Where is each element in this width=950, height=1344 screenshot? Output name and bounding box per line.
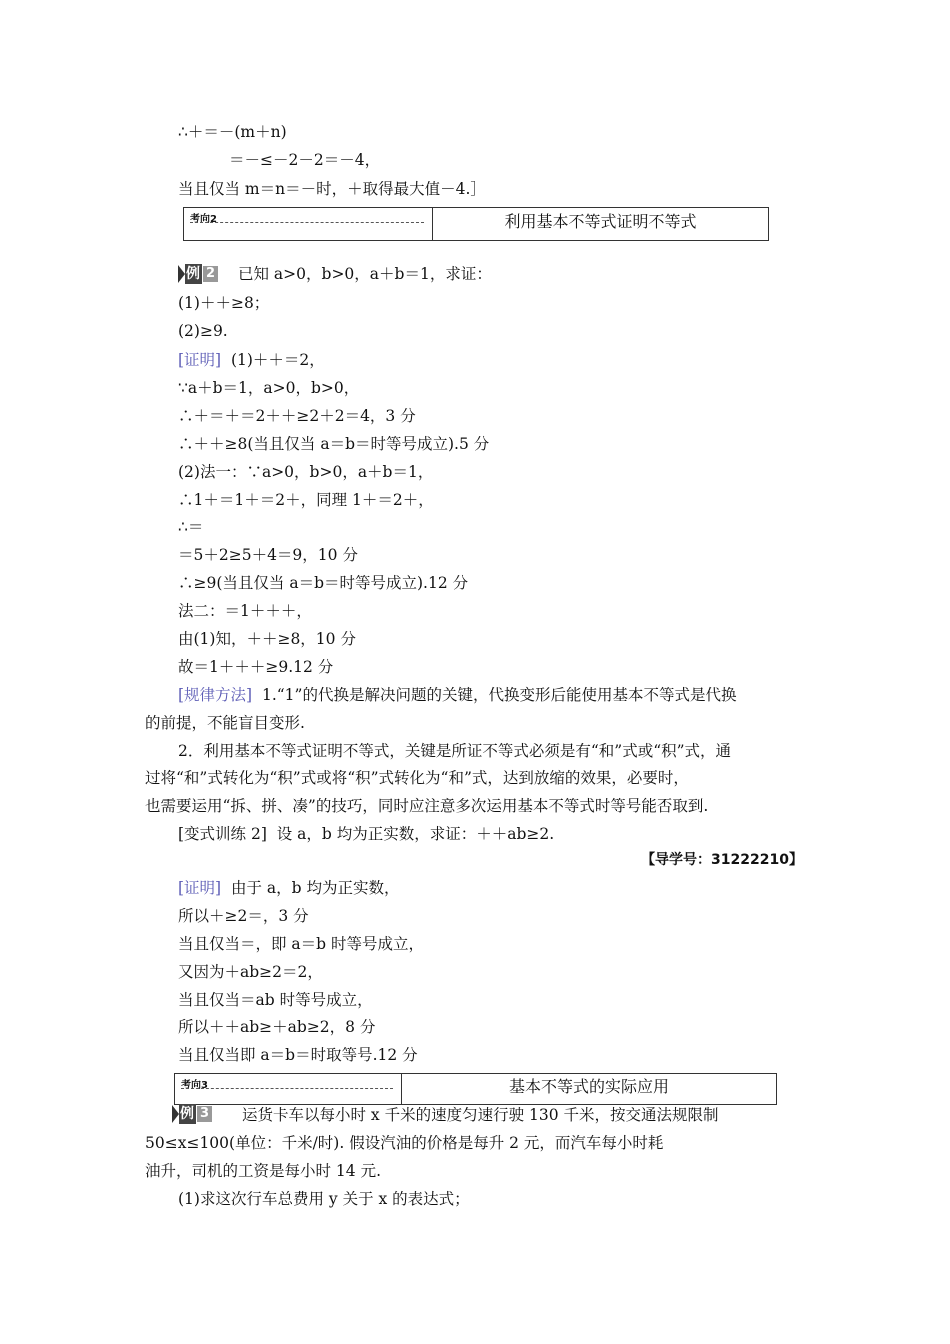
example-statement: 运货卡车以每小时 x 千米的速度匀速行驶 130 千米，按交通法规限制: [242, 1106, 719, 1124]
example-statement: 油升，司机的工资是每小时 14 元.: [145, 1162, 382, 1180]
example-number: 2: [203, 266, 218, 282]
problem-part: (1)＋＋≥8；: [178, 294, 270, 312]
method-line: 的前提，不能盲目变形.: [145, 714, 305, 732]
section-box-2: [183, 207, 769, 241]
section-title: 基本不等式的实际应用: [508, 1077, 669, 1096]
proof-text: 由于 a，b 均为正实数，: [230, 879, 400, 897]
section-label-text: 考向3: [181, 1080, 208, 1091]
example-label: 例: [186, 266, 200, 282]
proof-line: 故＝1＋＋＋≥9.12 分: [178, 658, 334, 676]
proof-line: ∵a＋b＝1，a>0，b>0，: [178, 379, 360, 397]
method-tag: [规律方法]: [178, 686, 253, 704]
proof-line: 法二：＝1＋＋＋，: [178, 602, 312, 620]
variant-exercise: [178, 823, 554, 845]
proof-tag: [证明]: [178, 879, 222, 897]
example-number: 3: [197, 1106, 212, 1122]
proof-tag: [证明]: [178, 351, 222, 369]
proof-line: 当且仅当即 a＝b＝时取等号.12 分: [178, 1046, 418, 1064]
example-label: 例: [180, 1106, 194, 1122]
proof-line: ∴＋＝＋＝2＋＋≥2＋2＝4，3 分: [178, 407, 416, 425]
guide-number: 【导学号：31222210】: [641, 852, 803, 868]
method-line: 2．利用基本不等式证明不等式，关键是所证不等式必须是有“和”式或“积”式，通: [178, 742, 732, 760]
proof-line: 当且仅当＝ab 时等号成立，: [178, 991, 373, 1009]
section-label: [184, 208, 433, 240]
variant-tag: [变式训练 2]: [178, 825, 267, 843]
method-line: 过将“和”式转化为“积”式或将“积”式转化为“和”式，达到放缩的效果，必要时，: [145, 769, 689, 787]
derivation-line: ∴＋＝－(m＋n): [178, 123, 287, 141]
example-statement: 50≤x≤100(单位：千米/时). 假设汽油的价格是每升 2 元，而汽车每小时耗: [145, 1134, 664, 1152]
proof-line: 又因为＋ab≥2＝2，: [178, 963, 323, 981]
section-label: [175, 1074, 402, 1104]
proof-text: (1)＋＋＝2，: [230, 351, 325, 369]
proof-line: 由(1)知，＋＋≥8，10 分: [178, 630, 356, 648]
proof-line: (2)法一：∵a>0，b>0，a＋b＝1，: [178, 463, 434, 481]
proof-line: ∴1＋＝1＋＝2＋，同理 1＋＝2＋，: [178, 491, 434, 509]
section-label-text: 考向2: [190, 214, 217, 225]
derivation-line: ＝－≤－2－2＝－4，: [229, 151, 381, 169]
proof-line: ＝5＋2≥5＋4＝9，10 分: [178, 546, 358, 564]
example-statement: 已知 a>0，b>0，a＋b＝1，求证：: [238, 265, 492, 283]
example-badge-2: [178, 264, 218, 284]
section-box-3: [174, 1073, 777, 1105]
section-title: 利用基本不等式证明不等式: [504, 212, 697, 231]
derivation-line: 当且仅当 m＝n＝－时，＋取得最大值－4.］: [178, 180, 486, 198]
proof-line: 所以＋＋ab≥＋ab≥2，8 分: [178, 1018, 376, 1036]
problem-part: (2)≥9.: [178, 322, 228, 340]
method-line: 也需要运用“拆、拼、凑”的技巧，同时应注意多次运用基本不等式时等号能否取到.: [145, 797, 709, 815]
proof-line: ∴＋＋≥8(当且仅当 a＝b＝时等号成立).5 分: [178, 435, 490, 453]
method-line: [178, 684, 736, 706]
proof-line: ∴≥9(当且仅当 a＝b＝时等号成立).12 分: [178, 574, 469, 592]
proof-line: 所以＋≥2＝，3 分: [178, 907, 309, 925]
example-question: (1)求这次行车总费用 y 关于 x 的表达式；: [178, 1190, 470, 1208]
method-text: 1.“1”的代换是解决问题的关键，代换变形后能使用基本不等式是代换: [261, 686, 737, 704]
proof-line: [178, 349, 325, 371]
example-badge-3: [172, 1104, 212, 1124]
proof-line: ∴＝: [178, 518, 204, 536]
variant-text: 设 a，b 均为正实数，求证：＋＋ab≥2.: [276, 825, 555, 843]
proof-line: 当且仅当＝，即 a＝b 时等号成立，: [178, 935, 425, 953]
proof-line: [178, 877, 400, 899]
